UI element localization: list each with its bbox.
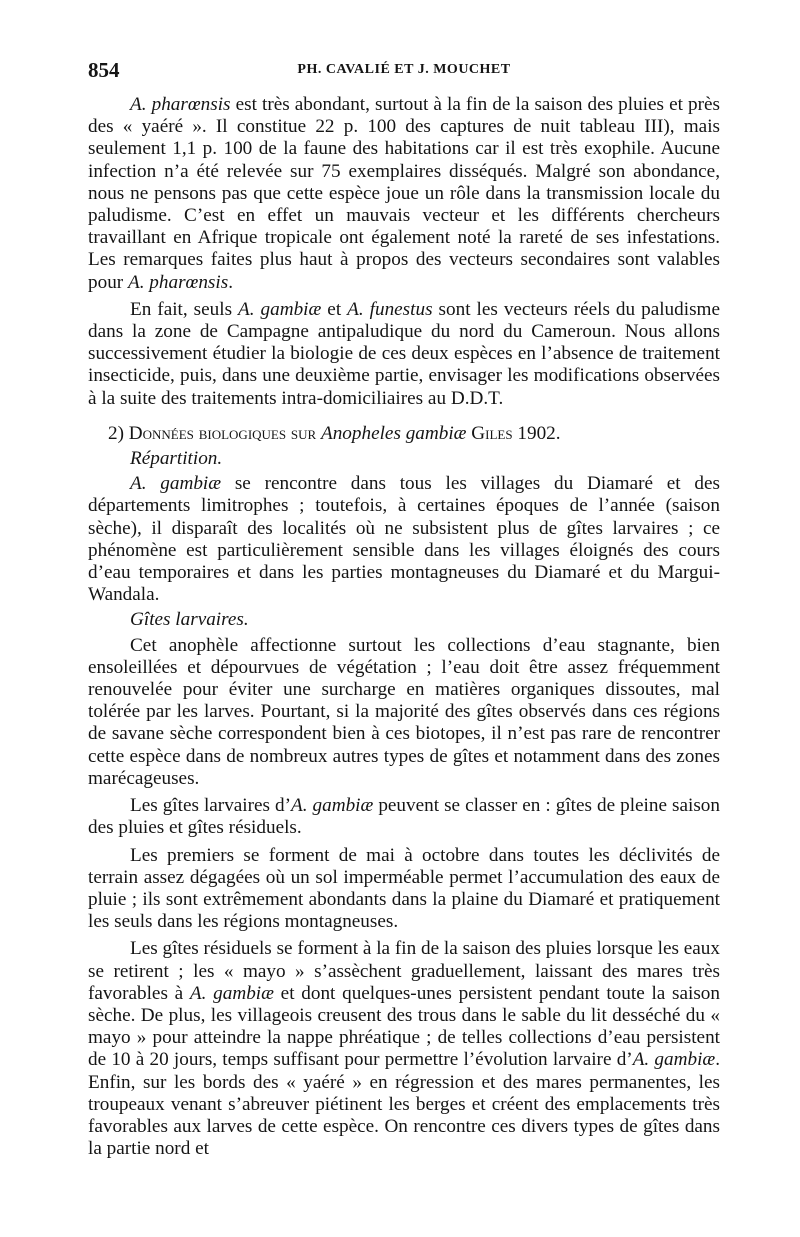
page-number: 854 <box>88 58 120 82</box>
paragraph-premiers: Les premiers se forment de mai à octobre dans toutes les déclivités de terrain assez dégagées où un sol imperméable permet l’accumulation des eaux de pluie ; ils sont extrêmement abondants dans la plaine du Diamaré et pratiquement les seuls dans les régions montagneuses. <box>88 844 720 933</box>
article-body <box>88 94 720 1160</box>
species-name: A. gambiæ <box>632 1049 716 1071</box>
species-name: A. gambiæ <box>238 298 322 320</box>
species-name: A. gambiæ <box>189 982 274 1004</box>
paragraph-vectors: En fait, seuls A. gambiæ et A. funestus sont les vecteurs réels du paludisme dans la zone de Campagne antipaludique du nord du Cameroun. Nous allons successivement étudier la biologie de ces deux espèces en l’absence de traitement insecticide, puis, dans une deuxième partie, envisager les modifications observées à la suite des traitements intra-domiciliaires au D.D.T. <box>88 298 720 409</box>
species-name: A. funestus <box>347 298 433 320</box>
subheading-repartition: Répartition. <box>130 448 223 470</box>
page-header <box>88 58 720 84</box>
paragraph-residuels: Les gîtes résiduels se forment à la fin de la saison des pluies lorsque les eaux se retirent ; les « mayo » s’assèchent graduellement, laissant des mares très favorables à A. gambiæ et dont quelques-unes persistent pendant toute la saison sèche. De plus, les villageois creusent des trous dans le sable du lit desséché du « mayo » pour atteindre la nappe phréatique ; de telles collections d’eau persistent de 10 à 20 jours, temps suffisant pour permettre l’évolution larvaire d’A. gambiæ. Enfin, sur les bords des « yaéré » en régression et des mares permanentes, les troupeaux venant s’abreuver piétinent les berges et créent des emplacements très favorables aux larves de cette espèce. On rencontre ces divers types de gîtes dans la partie nord et <box>88 938 720 1160</box>
running-head: PH. CAVALIÉ ET J. MOUCHET <box>297 62 511 77</box>
paragraph-pharoensis: A. pharœnsis est très abondant, surtout à la fin de la saison des pluies et près des « yaéré ». Il constitue 22 p. 100 des captures de nuit tableau III), mais seulement 1,1 p. 100 de la faune des habitations car il est très exophile. Aucune infection n’a été relevée sur 75 exemplaires disséqués. Malgré son abondance, nous ne pensons pas que cette espèce joue un rôle dans la transmission locale du paludisme. C’est en effet un mauvais vecteur et les différents chercheurs travaillant en Afrique tropicale ont également noté la rareté de ses infestations. Les remarques faites plus haut à propos des vecteurs secondaires sont valables pour A. pharœnsis. <box>88 94 720 293</box>
species-name: A. pharœnsis <box>130 94 231 115</box>
paragraph-repartition: A. gambiæ se rencontre dans tous les villages du Diamaré et des départements limitrophes ; toutefois, à certaines époques de l’année (saison sèche), il disparaît des localités où ne subsistent plus de gîtes larvaires ; ce phénomène est particulièrement sensible dans les villages éloignés des cours d’eau temporaires et dans les parties montagneuses du Diamaré et du Margui-Wandala. <box>88 473 720 606</box>
species-name: A. gambiæ <box>291 795 374 817</box>
section-heading: 2) Données biologiques sur Anopheles gambiæ Giles 1902. <box>108 422 561 444</box>
subheading-gites: Gîtes larvaires. <box>130 609 249 631</box>
species-name: Anopheles gambiæ <box>320 422 467 444</box>
species-name: A. gambiæ <box>130 473 222 495</box>
species-name: A. pharœnsis <box>127 271 229 293</box>
paragraph-gites: Cet anophèle affectionne surtout les collections d’eau stagnante, bien ensoleillées et dépourvues de végétation ; l’eau doit être assez fréquemment renouvelée pour éviter une surcharge en matières organiques dissoutes, mal tolérée par les larves. Pourtant, si la majorité des gîtes observés dans ces régions de savane sèche correspondent bien à ces biotopes, il n’est pas rare de rencontrer cette espèce dans de nombreux autres types de gîtes et notamment dans des zones marécageuses. <box>88 634 720 789</box>
paragraph-classification: Les gîtes larvaires d’A. gambiæ peuvent se classer en : gîtes de pleine saison des pluies et gîtes résiduels. <box>88 795 720 839</box>
